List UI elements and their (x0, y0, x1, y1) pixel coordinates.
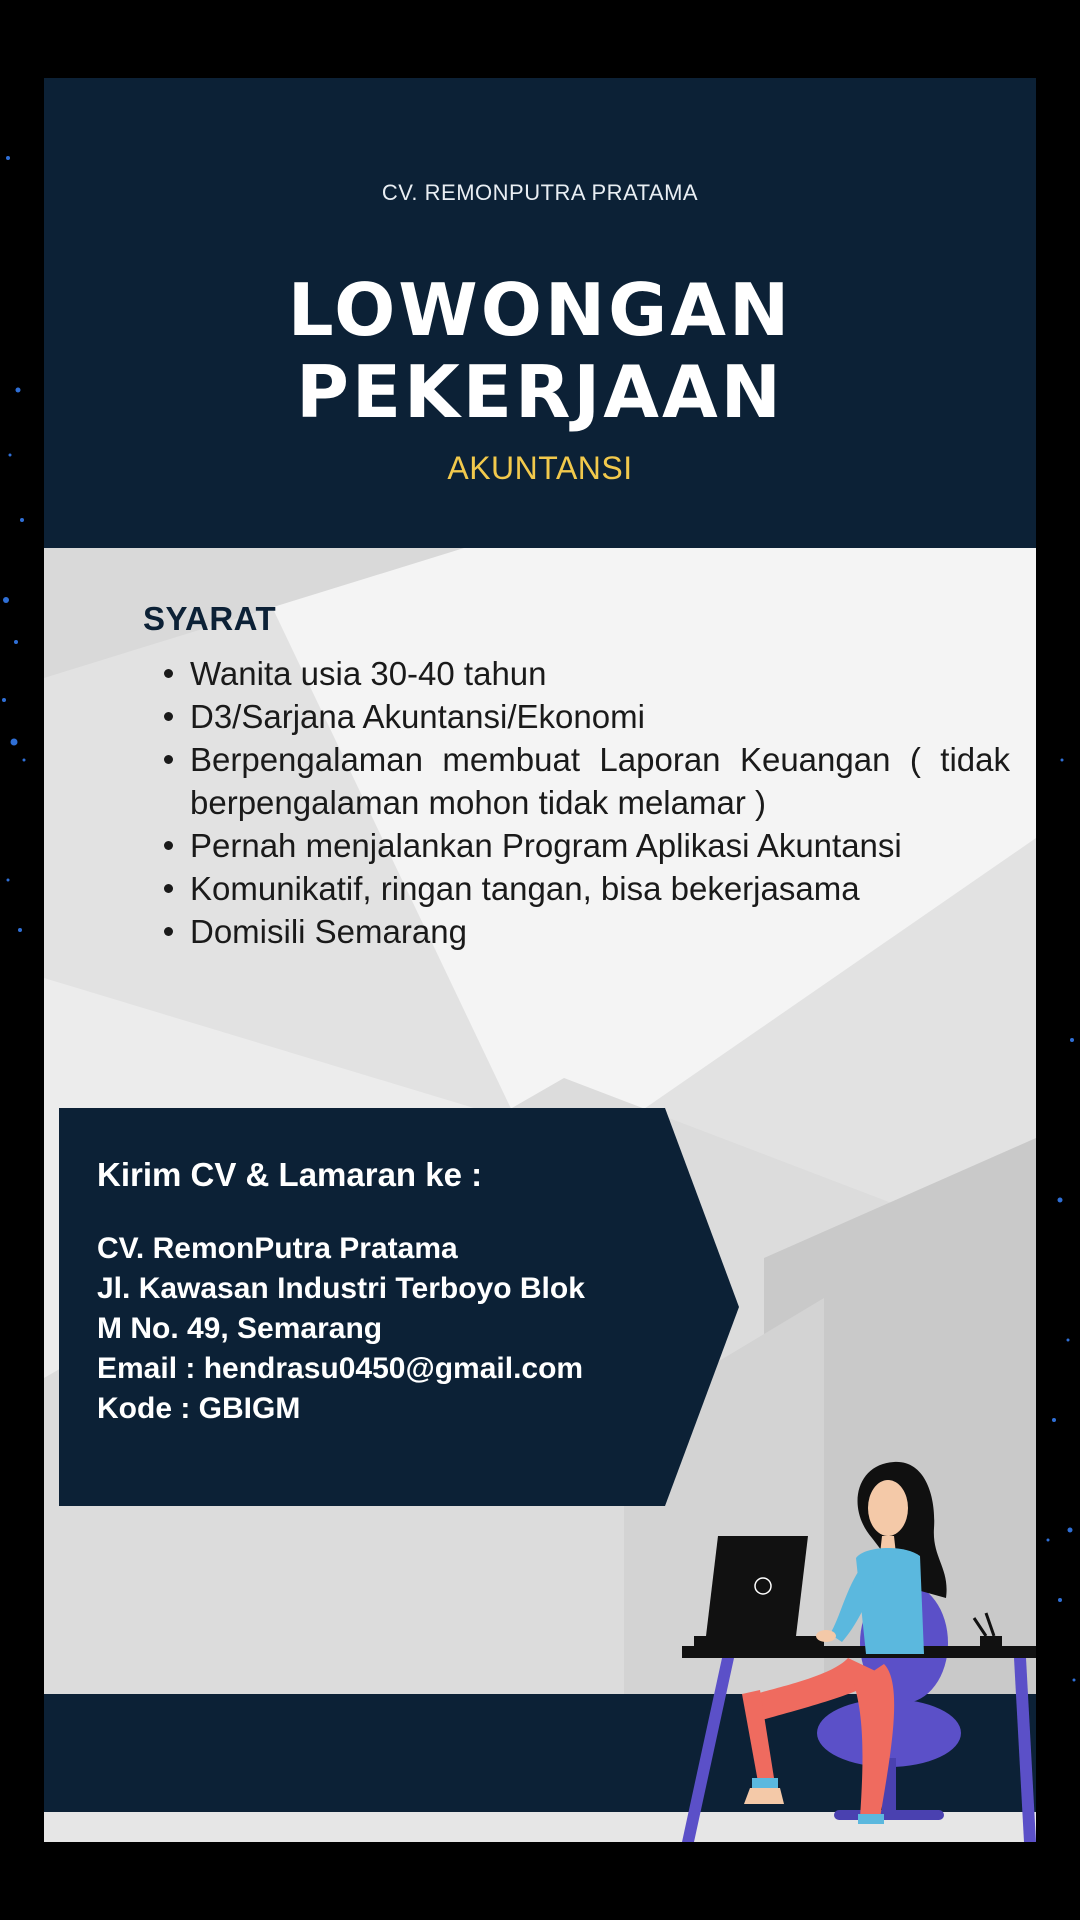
woman-with-laptop-illustration (634, 1458, 1036, 1842)
requirement-item: Domisili Semarang (190, 910, 1010, 953)
pen-holder-icon (974, 1613, 1002, 1646)
laptop-icon (694, 1536, 824, 1646)
requirements-list (190, 652, 1010, 953)
contact-heading: Kirim CV & Lamaran ke : (97, 1156, 483, 1193)
contact-code: Kode : GBIGM (97, 1392, 301, 1425)
title-line-2: PEKERJAAN (296, 350, 784, 434)
contact-address-line-1: Jl. Kawasan Industri Terboyo Blok (97, 1272, 585, 1305)
contact-company: CV. RemonPutra Pratama (97, 1232, 458, 1265)
requirement-item: Komunikatif, ringan tangan, bisa bekerjasama (190, 867, 1010, 910)
position-subtitle: AKUNTANSI (447, 450, 633, 486)
company-caption: CV. REMONPUTRA PRATAMA (381, 180, 699, 205)
contact-email: Email : hendrasu0450@gmail.com (97, 1352, 584, 1385)
requirements-heading: SYARAT (143, 600, 277, 637)
requirement-item: Pernah menjalankan Program Aplikasi Akuntansi (190, 824, 1010, 867)
job-poster (44, 78, 1036, 1842)
contact-box (59, 1108, 739, 1506)
requirement-item: D3/Sarjana Akuntansi/Ekonomi (190, 695, 1010, 738)
title-line-1: LOWONGAN (287, 268, 793, 352)
requirement-item: Wanita usia 30-40 tahun (190, 652, 1010, 695)
header-band (44, 78, 1036, 548)
contact-address-line-2: M No. 49, Semarang (97, 1312, 383, 1345)
requirement-item: Berpengalaman membuat Laporan Keuangan ( tidak berpengalaman mohon tidak melamar ) (190, 738, 1010, 824)
